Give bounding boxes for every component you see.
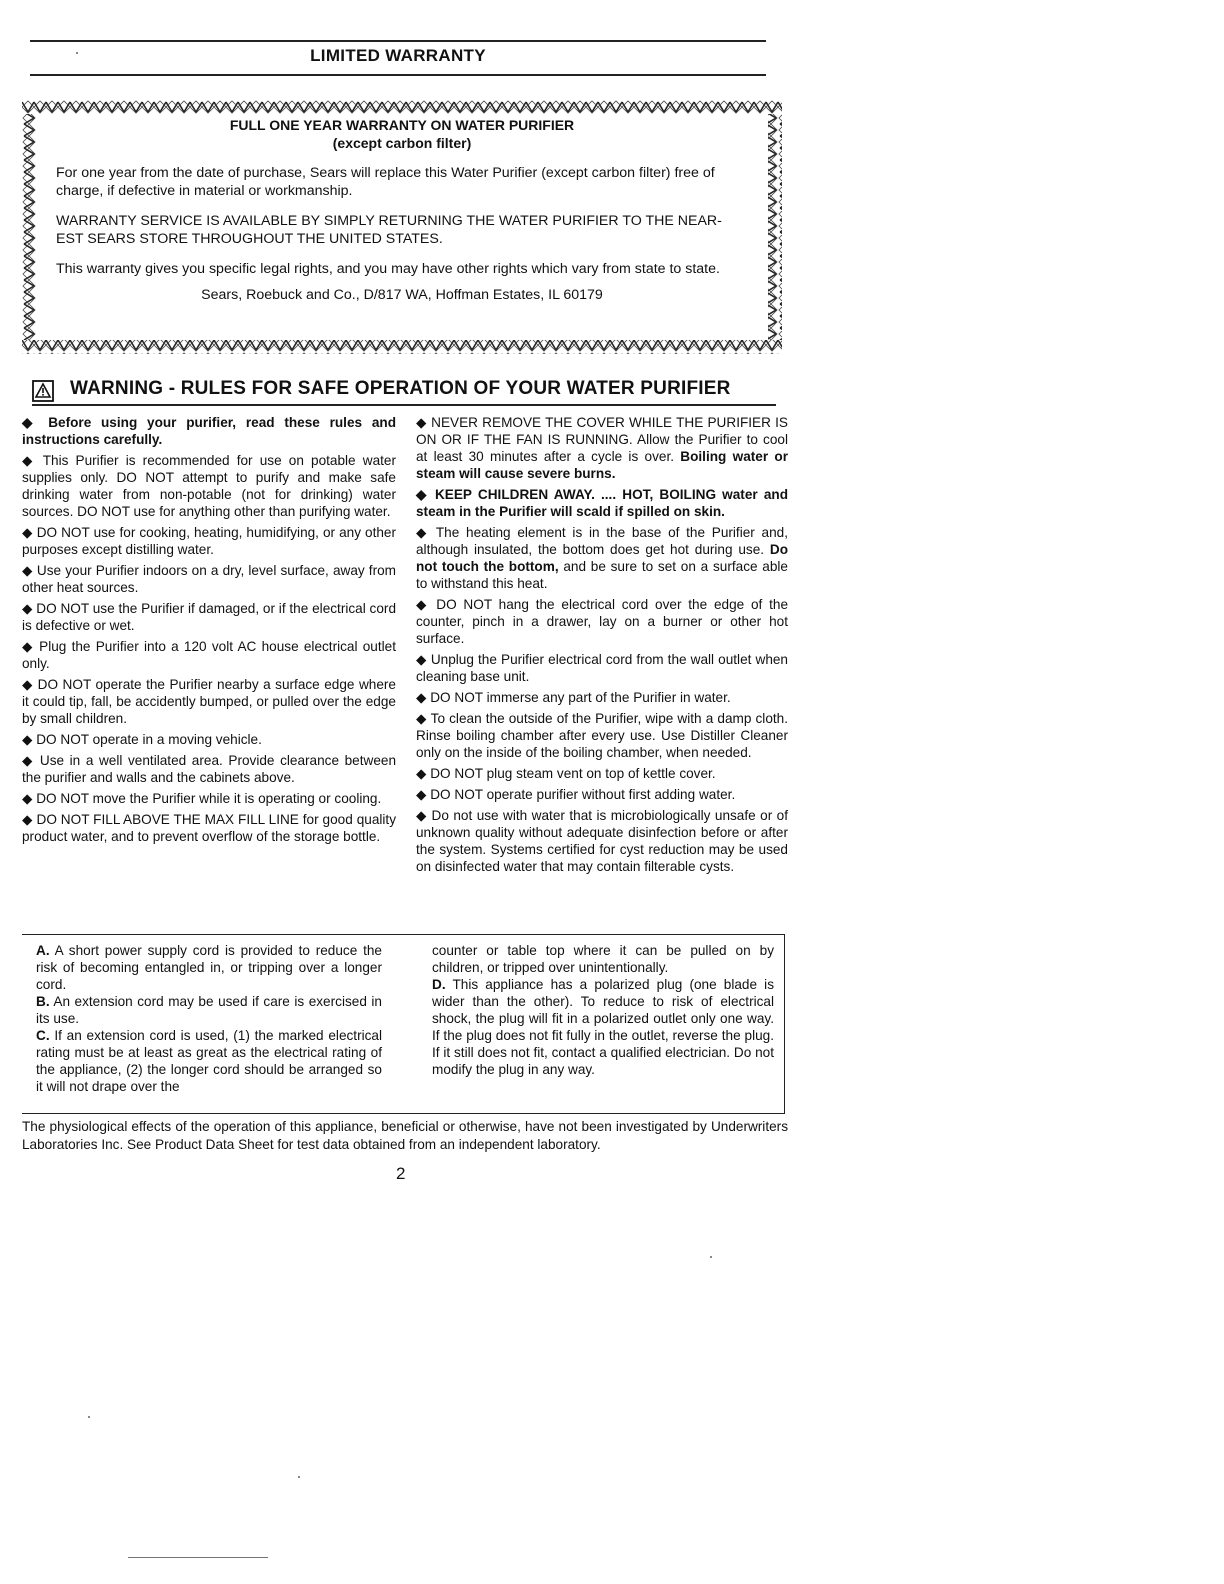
cord-item-a [36, 942, 382, 993]
cord-item-c-cont: counter or table top where it can be pulled on by children, or tripped over unintentionally. [432, 943, 774, 975]
warranty-box [22, 100, 782, 354]
warranty-service-paragraph: WARRANTY SERVICE IS AVAILABLE BY SIMPLY RETURNING THE WATER PURIFIER TO THE NEAR-EST SEARS STORE THROUGHOUT THE UNITED STATES. [56, 213, 722, 247]
warning-title: WARNING - RULES FOR SAFE OPERATION OF YOUR WATER PURIFIER [70, 378, 731, 399]
cord-text: This appliance has a polarized plug (one blade is wider than the other). To reduce to risk of electrical shock, the plug will fit in a polarized outlet only one way. If the plug does not fit fully in the outlet, reverse the plug. If it still does not fit, contact a qualified electrician. Do not modify the plug in any way. [432, 977, 774, 1077]
rules-left-column [22, 414, 396, 849]
rule-item: ◆ Unplug the Purifier electrical cord from the wall outlet when cleaning base unit. [416, 652, 788, 684]
cord-label: B. [36, 994, 50, 1009]
scan-speck [710, 1256, 712, 1258]
cord-label: A. [36, 943, 50, 958]
rule-item: ◆ Plug the Purifier into a 120 volt AC house electrical outlet only. [22, 639, 396, 671]
top-rule [30, 40, 766, 42]
rule-item [416, 524, 788, 592]
cord-right-column [432, 942, 774, 1078]
rule-emphasis: Do not touch the bottom, [416, 542, 788, 574]
rule-text: ◆ The heating element is in the base of the Purifier and, although insulated, the bottom does get hot during use. [416, 525, 788, 557]
cord-item-c [36, 1027, 382, 1095]
ul-footnote: The physiological effects of the operation of this appliance, beneficial or otherwise, have not been investigated by Underwriters Laboratories Inc. See Product Data Sheet for test data obtained from an independent laboratory. [22, 1119, 788, 1152]
page-number: 2 [396, 1164, 406, 1183]
rule-item: ◆ DO NOT hang the electrical cord over the edge of the counter, pinch in a drawer, lay on a burner or other hot surface. [416, 597, 788, 646]
rule-emphasis: Boiling water or steam will cause severe burns. [416, 449, 788, 481]
rule-item: ◆ This Purifier is recommended for use on potable water supplies only. DO NOT attempt to purify and make safe drinking water from non-potable (not for drinking) water sources. DO NOT use for anything other than purifying water. [22, 453, 396, 519]
page-title: LIMITED WARRANTY [310, 46, 486, 65]
cord-label: D. [432, 977, 446, 992]
scan-speck [298, 1476, 300, 1478]
cord-text: An extension cord may be used if care is exercised in its use. [36, 994, 382, 1026]
warning-triangle-icon [32, 380, 54, 402]
legal-rights-paragraph: This warranty gives you specific legal rights, and you may have other rights which vary from state to state. [56, 261, 720, 277]
rules-right-column [416, 414, 788, 879]
rule-text: ◆ NEVER REMOVE THE COVER WHILE THE PURIFIER IS ON OR IF THE FAN IS RUNNING. Allow the Purifier to cool at least 30 minutes after a cycle is over. [416, 415, 788, 464]
warranty-subtitle: (except carbon filter) [332, 135, 472, 151]
rule-item: ◆ DO NOT use the Purifier if damaged, or if the electrical cord is defective or wet. [22, 601, 396, 633]
cord-item-d [432, 976, 774, 1078]
rule-item: ◆ DO NOT plug steam vent on top of kettle cover. [416, 766, 716, 781]
rule-item: ◆ DO NOT operate the Purifier nearby a surface edge where it could tip, fall, be accidently bumped, or pulled over the edge by small children. [22, 677, 396, 726]
cord-text: If an extension cord is used, (1) the marked electrical rating must be at least as great as the electrical rating of the appliance, (2) the longer cord should be arranged so it will not drape over the [36, 1028, 382, 1094]
scan-speck [76, 52, 78, 54]
rule-item: ◆ Use in a well ventilated area. Provide clearance between the purifier and walls and the cabinets above. [22, 753, 396, 785]
rule-item: ◆ Do not use with water that is microbiologically unsafe or of unknown quality without adequate disinfection before or after the system. Systems certified for cyst reduction may be used on disinfected water that may contain filterable cysts. [416, 808, 788, 874]
rule-item: ◆ DO NOT operate in a moving vehicle. [22, 732, 262, 747]
rule-item: ◆ DO NOT FILL ABOVE THE MAX FILL LINE for good quality product water, and to prevent overflow of the storage bottle. [22, 812, 396, 844]
title-rule [30, 74, 766, 76]
warning-header [30, 376, 774, 406]
rule-item: ◆ DO NOT immerse any part of the Purifier in water. [416, 690, 731, 705]
rule-item: ◆ DO NOT move the Purifier while it is operating or cooling. [22, 791, 382, 806]
rule-item: ◆ To clean the outside of the Purifier, wipe with a damp cloth. Rinse boiling chamber after every use. Use Distiller Cleaner only on the inside of the boiling chamber, when needed. [416, 711, 788, 760]
cord-item-b [36, 993, 382, 1027]
cord-left-column [36, 942, 382, 1095]
rule-item: ◆ KEEP CHILDREN AWAY. .... HOT, BOILING water and steam in the Purifier will scald if spilled on skin. [416, 487, 788, 519]
cord-label: C. [36, 1028, 50, 1043]
rule-text: and be sure to set on a surface able to withstand this heat. [416, 559, 788, 591]
sears-address: Sears, Roebuck and Co., D/817 WA, Hoffman Estates, IL 60179 [201, 287, 603, 303]
scan-speck [88, 1416, 90, 1418]
rule-item [416, 414, 788, 482]
rule-item: ◆ DO NOT use for cooking, heating, humidifying, or any other purposes except distilling water. [22, 525, 396, 557]
warranty-title: FULL ONE YEAR WARRANTY ON WATER PURIFIER [229, 117, 575, 133]
rule-item: ◆ DO NOT operate purifier without first adding water. [416, 787, 736, 802]
bottom-mark [128, 1557, 268, 1558]
warranty-paragraph: For one year from the date of purchase, Sears will replace this Water Purifier (except carbon filter) free of charge, if defective in material or workmanship. [56, 165, 715, 199]
rule-item: ◆ Before using your purifier, read these rules and instructions carefully. [22, 415, 396, 447]
cord-text: A short power supply cord is provided to reduce the risk of becoming entangled in, or tripping over a longer cord. [36, 943, 382, 992]
rule-item: ◆ Use your Purifier indoors on a dry, level surface, away from other heat sources. [22, 563, 396, 595]
warning-rule [32, 404, 776, 406]
